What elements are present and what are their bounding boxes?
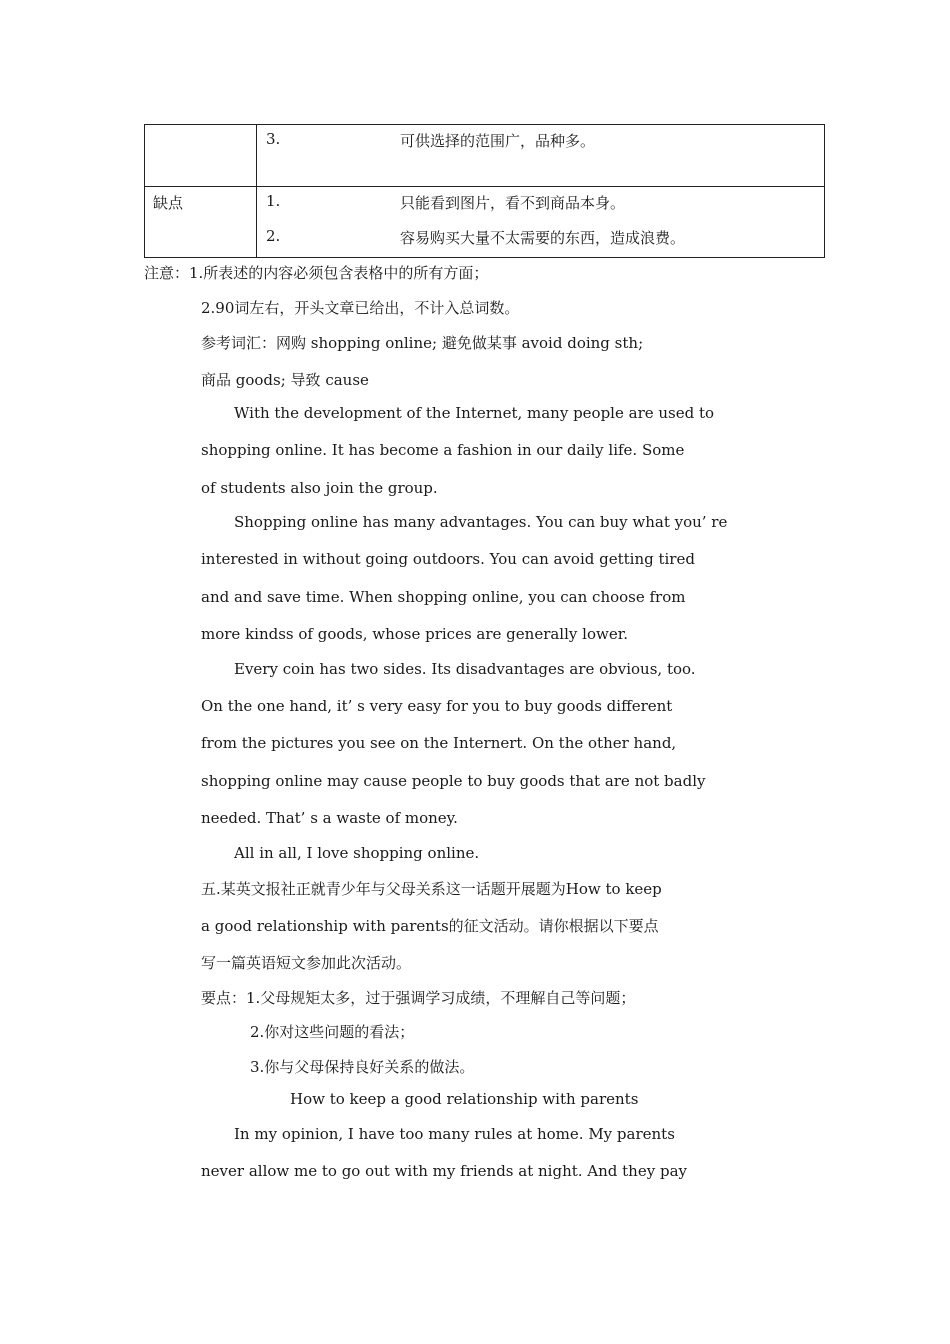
vocab-line: 商品 goods; 导致 cause [201,371,369,389]
essay-line: In my opinion, I have too many rules at home. My parents [234,1125,675,1143]
table-cell [145,187,257,258]
cons-label: 缺点 [153,194,184,212]
essay-line: Every coin has two sides. Its disadvantages are obvious, too. [234,660,696,678]
item-number: 2. [266,227,281,245]
essay-line: shopping online. It has become a fashion in our daily life. Some [201,441,685,459]
table-cell-empty [145,125,257,187]
essay-line: On the one hand, it’ s very easy for you to buy goods different [201,697,673,715]
task-line: a good relationship with parents的征文活动。请你根据以下要点 [201,917,659,935]
point-line: 2.你对这些问题的看法； [250,1023,415,1041]
note-line: 2.90词左右，开头文章已给出，不计入总词数。 [201,299,520,317]
table-cell [257,187,825,258]
point-line: 3.你与父母保持良好关系的做法。 [250,1058,475,1076]
table-row [145,187,825,258]
item-number: 3. [266,130,281,148]
table-row [145,125,825,187]
essay-title: How to keep a good relationship with parents [290,1090,639,1108]
essay-line: With the development of the Internet, many people are used to [234,404,715,422]
task-line: 写一篇英语短文参加此次活动。 [201,954,412,972]
task-line: 五.某英文报社正就青少年与父母关系这一话题开展题为How to keep [201,880,662,898]
essay-line: never allow me to go out with my friends at night. And they pay [201,1162,687,1180]
point-line: 要点：1.父母规矩太多，过于强调学习成绩，不理解自己等问题； [201,989,636,1007]
essay-line: Shopping online has many advantages. You can buy what you’ re [234,513,728,531]
item-text: 容易购买大量不太需要的东西，造成浪费。 [400,229,686,247]
essay-line: from the pictures you see on the Internert. On the other hand, [201,734,677,752]
item-text: 可供选择的范围广，品种多。 [400,132,596,150]
essay-line: and and save time. When shopping online, you can choose from [201,588,686,606]
item-number: 1. [266,192,281,210]
essay-line: needed. That’ s a waste of money. [201,809,458,827]
comparison-table [144,124,825,258]
essay-line: more kindss of goods, whose prices are generally lower. [201,625,628,643]
table-cell [257,125,825,187]
note-line: 注意：1.所表述的内容必须包含表格中的所有方面； [144,264,489,282]
vocab-line: 参考词汇：网购 shopping online; 避免做某事 avoid doing sth; [201,334,644,352]
item-text: 只能看到图片，看不到商品本身。 [400,194,626,212]
essay-line: interested in without going outdoors. You can avoid getting tired [201,550,695,568]
essay-line: of students also join the group. [201,479,438,497]
essay-line: shopping online may cause people to buy goods that are not badly [201,772,706,790]
essay-line: All in all, I love shopping online. [234,844,480,862]
